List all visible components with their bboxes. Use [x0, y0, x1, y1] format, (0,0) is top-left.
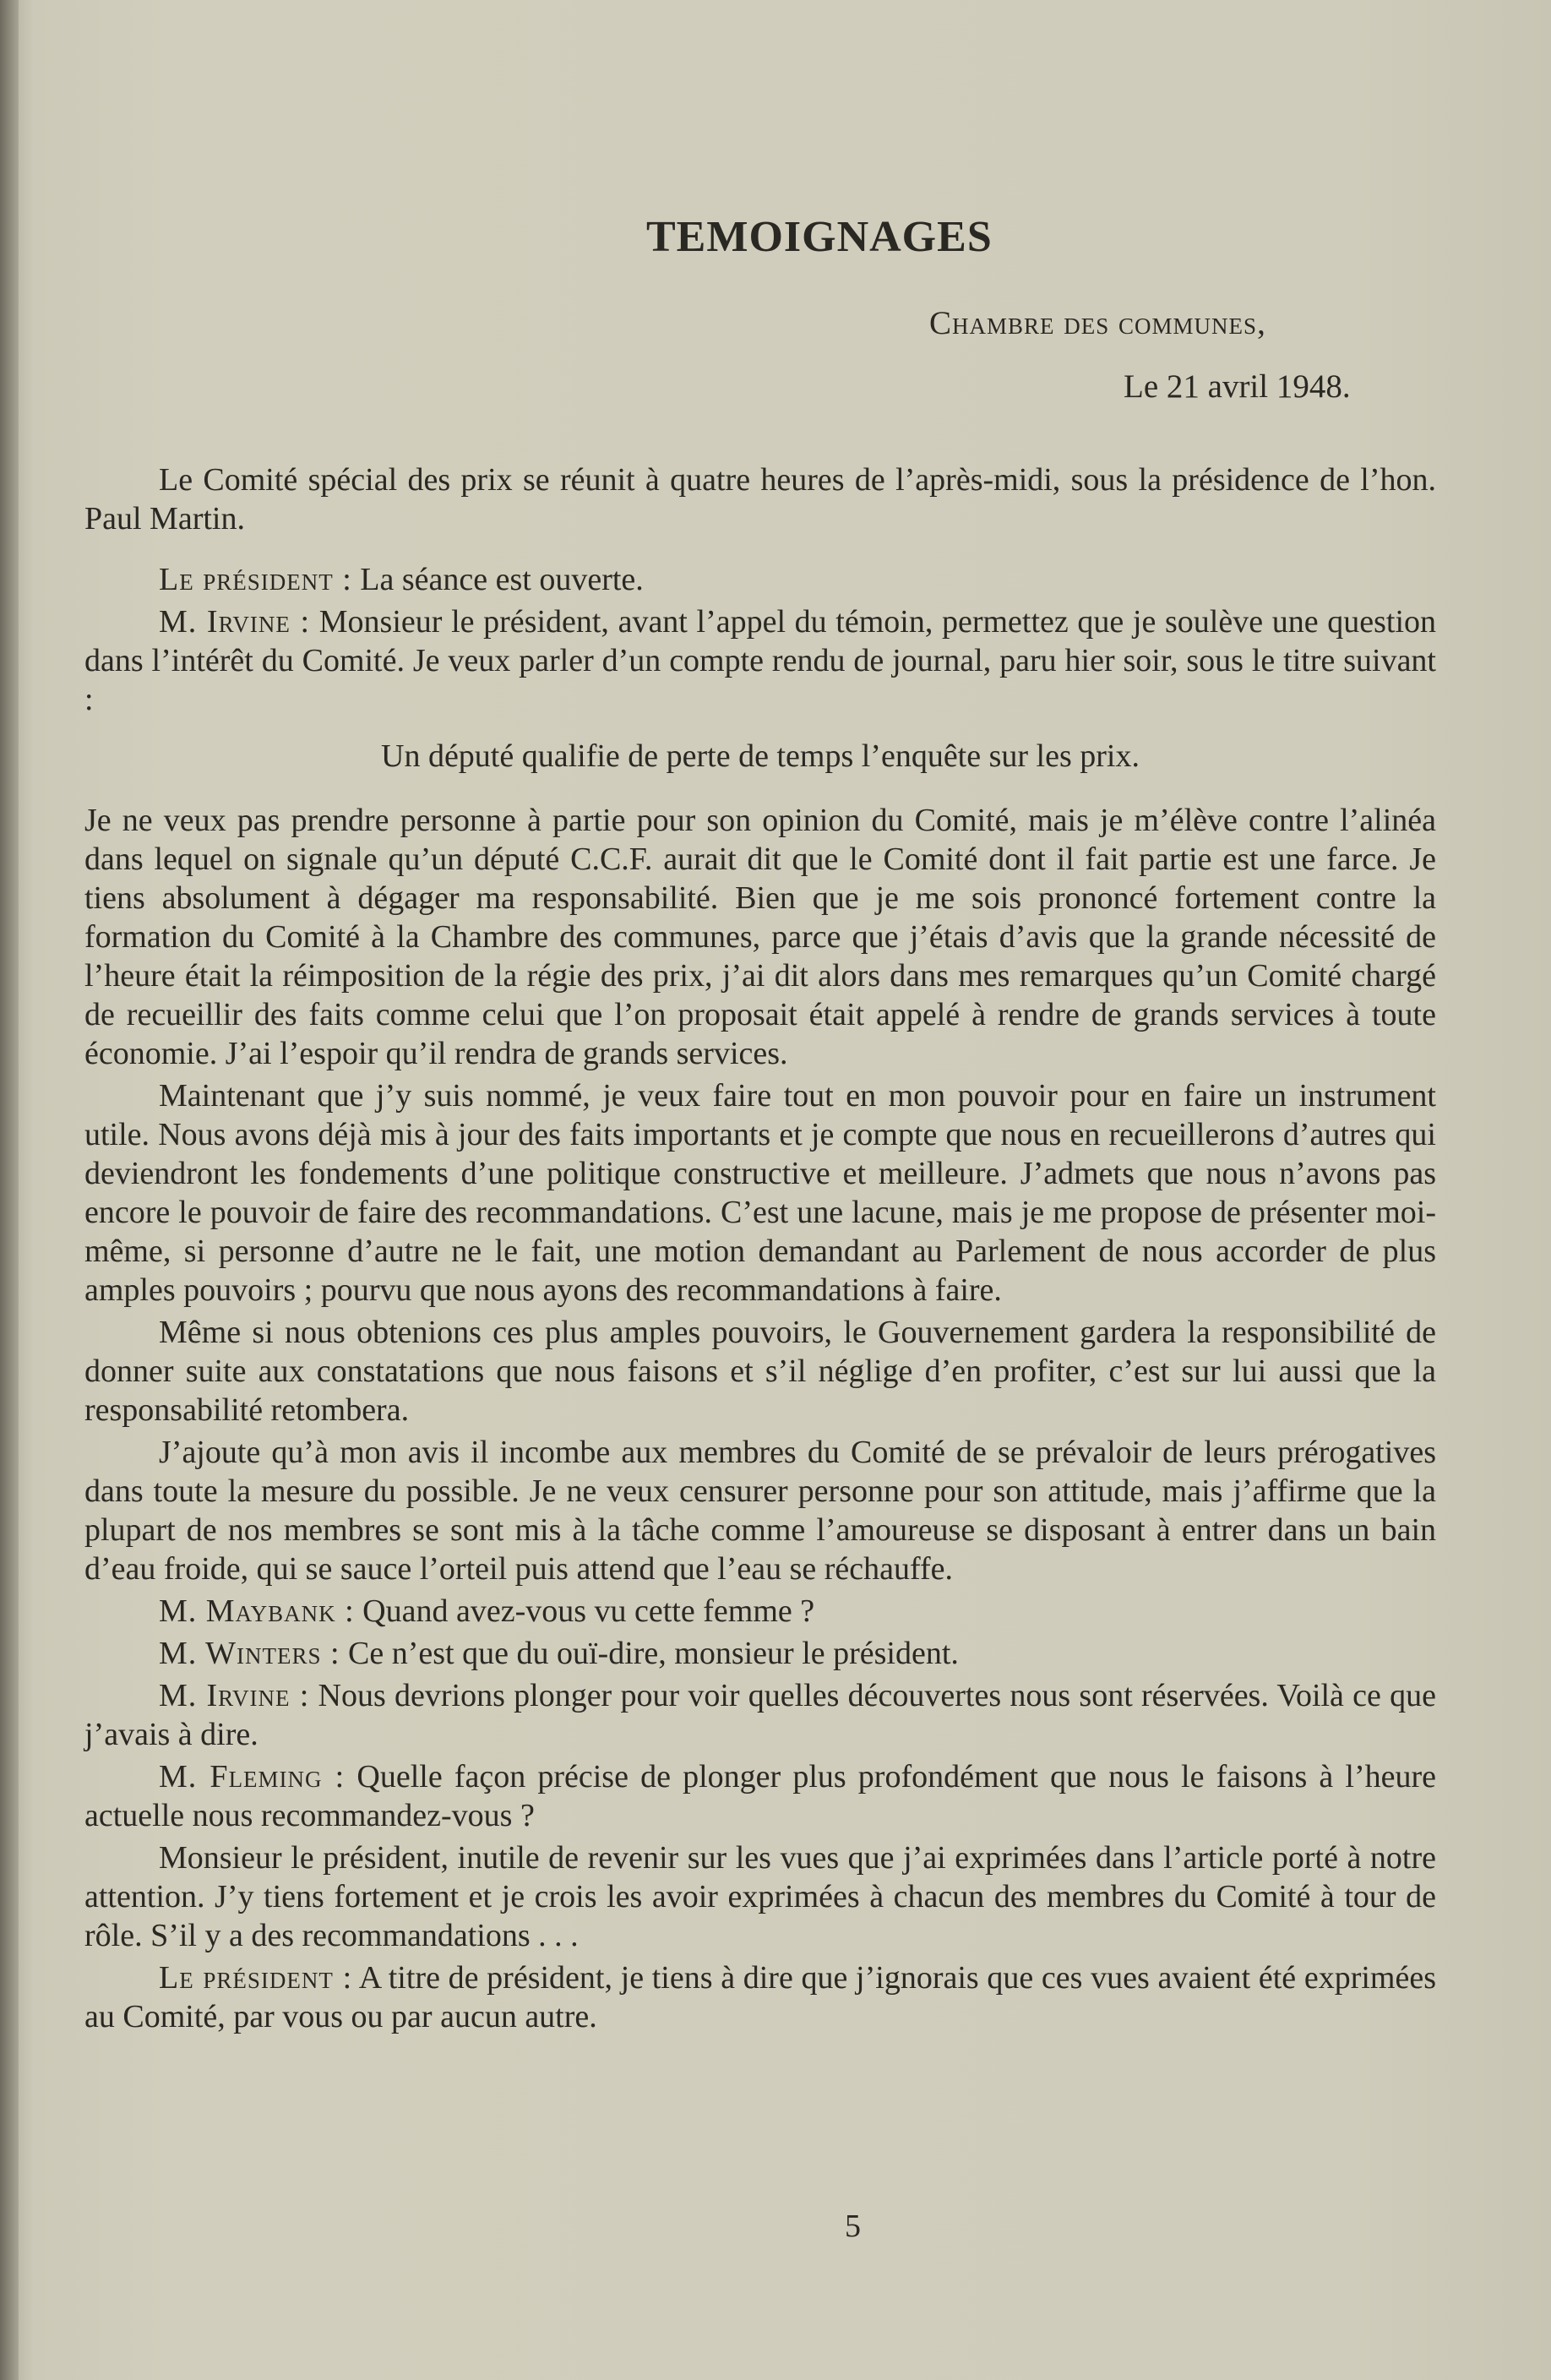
speaker-name: M. Irvine :	[159, 1678, 310, 1713]
date-line: Le 21 avril 1948.	[1124, 368, 1351, 405]
speaker-name: M. Maybank :	[159, 1593, 355, 1629]
quote-block	[84, 737, 1436, 776]
location-line: Chambre des communes,	[929, 305, 1266, 341]
speech-irvine-2	[84, 1676, 1436, 1754]
speech-text: A titre de président, je tiens à dire que j’ignorais que ces vues avaient été exprimées au Comité, par vous ou par aucun autre.	[84, 1960, 1436, 2034]
intro-block	[84, 460, 1436, 538]
speaker-name: M. Irvine :	[159, 604, 311, 640]
speech-fleming	[84, 1757, 1436, 1835]
speech-maybank	[84, 1592, 1436, 1631]
speech-text: Nous devrions plonger pour voir quelles découvertes nous sont réservées. Voilà ce que j’avais à dire.	[84, 1678, 1437, 1752]
speech-irvine-1	[84, 602, 1436, 719]
speech-text: Monsieur le président, avant l’appel du témoin, permettez que je soulève une question dans l’intérêt du Comité. Je veux parler d’un compte rendu de journal, paru hier soir, sous le titre suivant :	[84, 604, 1437, 717]
speech-text: La séance est ouverte.	[351, 562, 644, 597]
intro-paragraph: Le Comité spécial des prix se réunit à quatre heures de l’après-midi, sous la présidence de l’hon. Paul Martin.	[84, 462, 1436, 536]
paragraph-final: Monsieur le président, inutile de revenir sur les vues que j’ai exprimées dans l’article porté à notre attention. J’y tiens fortement et je crois les avoir exprimées à chacun des membres du Comité à tour de rôle. S’il y a des recommandations . . .	[84, 1840, 1436, 1953]
speaker-name: Le président :	[159, 562, 352, 597]
speech-text: Quand avez-vous vu cette femme ?	[354, 1593, 815, 1629]
paragraph-3: J’ajoute qu’à mon avis il incombe aux membres du Comité de se prévaloir de leurs prérogatives dans toute la mesure du possible. Je ne veux censurer personne pour son attitude, mais j’affirme que la plupart de nos membres se sont mis à la tâche comme l’amoureuse se disposant à entrer dans un bain d’eau froide, qui se sauce l’orteil puis attend que l’eau se réchauffe.	[84, 1435, 1436, 1587]
opening-exchange	[84, 560, 1436, 719]
speech-president-opening	[84, 560, 1436, 599]
page-number: 5	[845, 2208, 861, 2244]
speaker-name: Le président :	[159, 1960, 353, 1996]
page-title: TEMOIGNAGES	[646, 213, 993, 261]
speech-president-closing	[84, 1958, 1436, 2036]
speech-winters	[84, 1634, 1436, 1673]
newspaper-headline-quote: Un député qualifie de perte de temps l’enquête sur les prix.	[381, 738, 1140, 774]
speaker-name: M. Winters :	[159, 1636, 340, 1671]
speech-text: Ce n’est que du ouï-dire, monsieur le président.	[340, 1636, 959, 1671]
paragraph-after-quote: Je ne veux pas prendre personne à partie pour son opinion du Comité, mais je m’élève contre l’alinéa dans lequel on signale qu’un député C.C.F. aurait dit que le Comité dont il fait partie est une farce. Je tiens absolument à dégager ma responsabilité. Bien que je me sois prononcé fortement contre la formation du Comité à la Chambre des communes, parce que j’étais d’avis que la grande nécessité de l’heure était la réimposition de la régie des prix, j’ai dit alors dans mes remarques qu’un Comité chargé de recueillir des faits comme celui que l’on proposait était appelé à rendre de grands services à toute économie. J’ai l’espoir qu’il rendra de grands services.	[84, 803, 1436, 1071]
speaker-name: M. Fleming :	[159, 1759, 346, 1795]
main-body	[84, 801, 1436, 2036]
speech-text: Quelle façon précise de plonger plus profondément que nous le faisons à l’heure actuelle nous recommandez-vous ?	[84, 1759, 1436, 1833]
paragraph-2: Même si nous obtenions ces plus amples pouvoirs, le Gouvernement gardera la responsibilité de donner suite aux constatations que nous faisons et s’il néglige d’en profiter, c’est sur lui aussi que la responsabilité retombera.	[84, 1315, 1436, 1428]
paragraph-1: Maintenant que j’y suis nommé, je veux faire tout en mon pouvoir pour en faire un instrument utile. Nous avons déjà mis à jour des faits importants et je compte que nous en recueillerons d’autres qui deviendront les fondements d’une politique constructive et meilleure. J’admets que nous n’avons pas encore le pouvoir de faire des recommandations. C’est une lacune, mais je me propose de présenter moi-même, si personne d’autre ne le fait, une motion demandant au Parlement de nous accorder de plus amples pouvoirs ; pourvu que nous ayons des recommandations à faire.	[84, 1078, 1436, 1308]
page-binding-edge	[0, 0, 19, 2380]
